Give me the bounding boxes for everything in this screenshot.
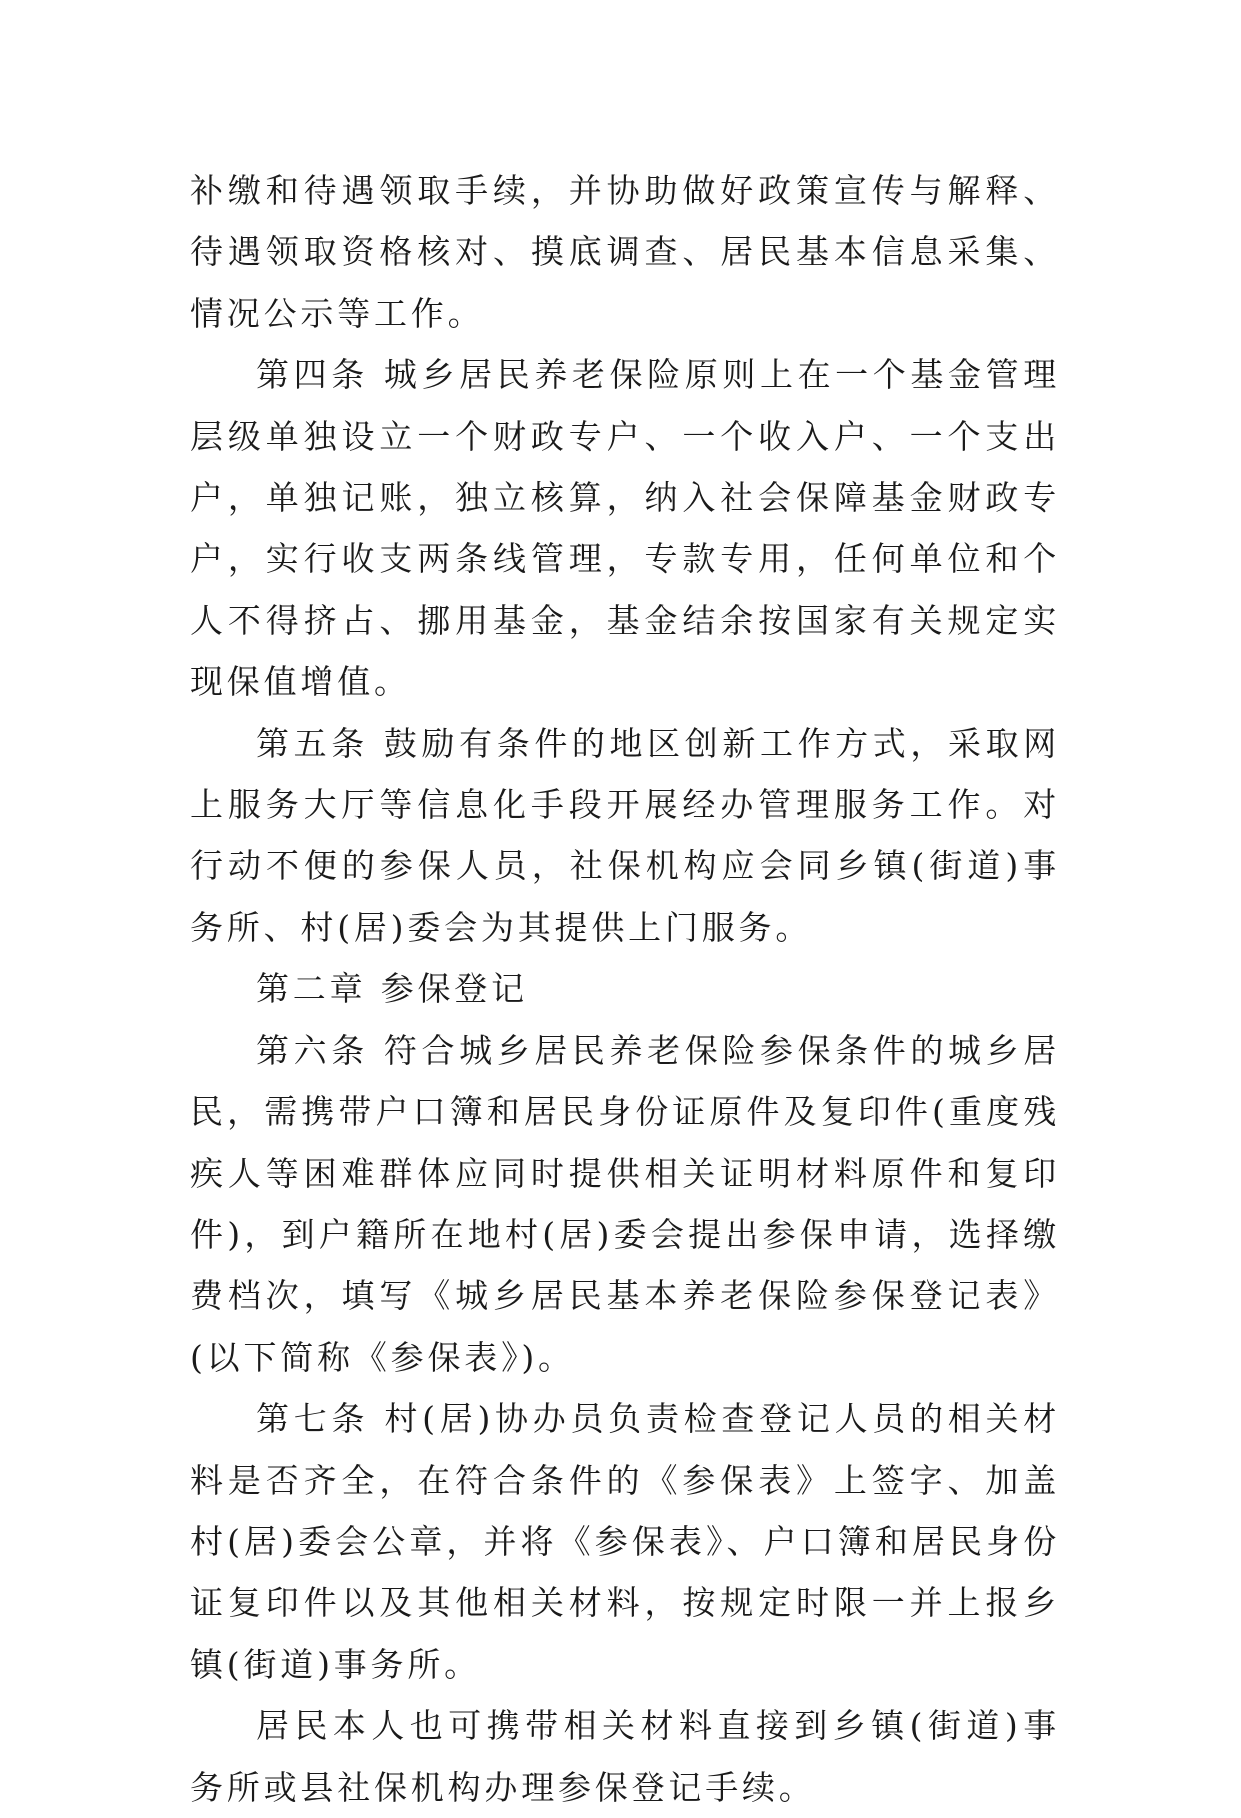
paragraph-article-4: 第四条 城乡居民养老保险原则上在一个基金管理层级单独设立一个财政专户、一个收入户、一个支出户，单独记账，独立核算，纳入社会保障基金财政专户，实行收支两条线管理，专款专用，任何单位和个人不得挤占、挪用基金，基金结余按国家有关规定实现保值增值。	[190, 355, 1060, 702]
paragraph-article-6: 第六条 符合城乡居民养老保险参保条件的城乡居民，需携带户口簿和居民身份证原件及复印件(重度残疾人等困难群体应同时提供相关证明材料原件和复印件)，到户籍所在地村(居)委会提出参保申请，选择缴费档次，填写《城乡居民基本养老保险参保登记表》(以下简称《参保表》)。	[190, 1030, 1060, 1377]
paragraph-article-7: 第七条 村(居)协办员负责检查登记人员的相关材料是否齐全，在符合条件的《参保表》上签字、加盖村(居)委会公章，并将《参保表》、户口簿和居民身份证复印件以及其他相关材料，按规定时限一并上报乡镇(街道)事务所。	[190, 1399, 1060, 1684]
paragraph-article-5: 第五条 鼓励有条件的地区创新工作方式，采取网上服务大厅等信息化手段开展经办管理服务工作。对行动不便的参保人员，社保机构应会同乡镇(街道)事务所、村(居)委会为其提供上门服务。	[190, 723, 1060, 947]
paragraph-continuation: 补缴和待遇领取手续，并协助做好政策宣传与解释、待遇领取资格核对、摸底调查、居民基本信息采集、情况公示等工作。	[190, 171, 1060, 333]
document-body	[190, 160, 1060, 1818]
chapter-heading: 第二章 参保登记	[256, 969, 528, 1009]
paragraph-resident-self: 居民本人也可携带相关材料直接到乡镇(街道)事务所或县社保机构办理参保登记手续。	[190, 1706, 1060, 1807]
